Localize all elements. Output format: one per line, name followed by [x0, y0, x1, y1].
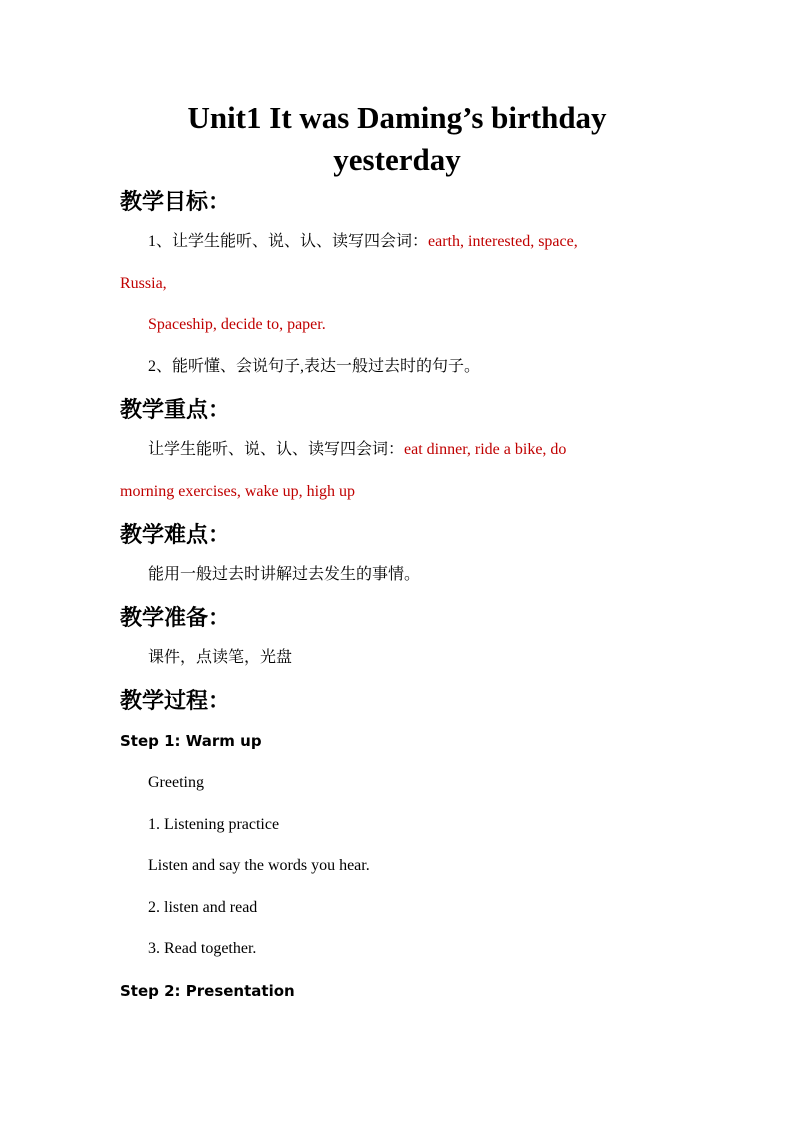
key-points-text: [148, 439, 566, 461]
preparation-text: 课件，点读笔，光盘: [148, 649, 293, 666]
heading-preparation: 教学准备：: [120, 605, 231, 630]
step-1-heading: Step 1: Warm up: [120, 732, 262, 750]
title-line-1: Unit1 It was Daming’s birthday: [187, 100, 607, 135]
objective-item-1-words-cont-1: Russia,: [120, 275, 167, 292]
key-points-words: eat dinner, ride a bike, do: [404, 441, 567, 458]
step-1-line: 2. listen and read: [148, 899, 258, 916]
title-line-2: yesterday: [333, 142, 461, 177]
objective-item-1-words-cont-2: Spaceship, decide to, paper.: [148, 316, 326, 333]
key-points-words-cont: morning exercises, wake up, high up: [120, 483, 356, 500]
heading-difficulties: 教学难点：: [120, 522, 231, 547]
step-1-line: Greeting: [148, 774, 204, 791]
step-1-line: Listen and say the words you hear.: [148, 857, 370, 874]
key-points-prefix: 让学生能听、说、认、读写四会词：: [148, 441, 405, 458]
objective-item-2: 2、能听懂、会说句子,表达一般过去时的句子。: [148, 358, 481, 375]
heading-key-points: 教学重点：: [120, 397, 231, 422]
heading-process: 教学过程：: [120, 688, 231, 713]
difficulties-text: 能用一般过去时讲解过去发生的事情。: [148, 566, 421, 583]
heading-objectives: 教学目标：: [120, 189, 231, 214]
step-1-line: 1. Listening practice: [148, 816, 280, 833]
objective-item-1-words: earth, interested, space,: [428, 233, 578, 250]
step-2-heading: Step 2: Presentation: [120, 982, 295, 1000]
objective-item-1-prefix: 1、让学生能听、说、认、读写四会词：: [148, 233, 429, 250]
step-1-line: 3. Read together.: [148, 940, 257, 957]
objective-item-1: [148, 231, 578, 253]
